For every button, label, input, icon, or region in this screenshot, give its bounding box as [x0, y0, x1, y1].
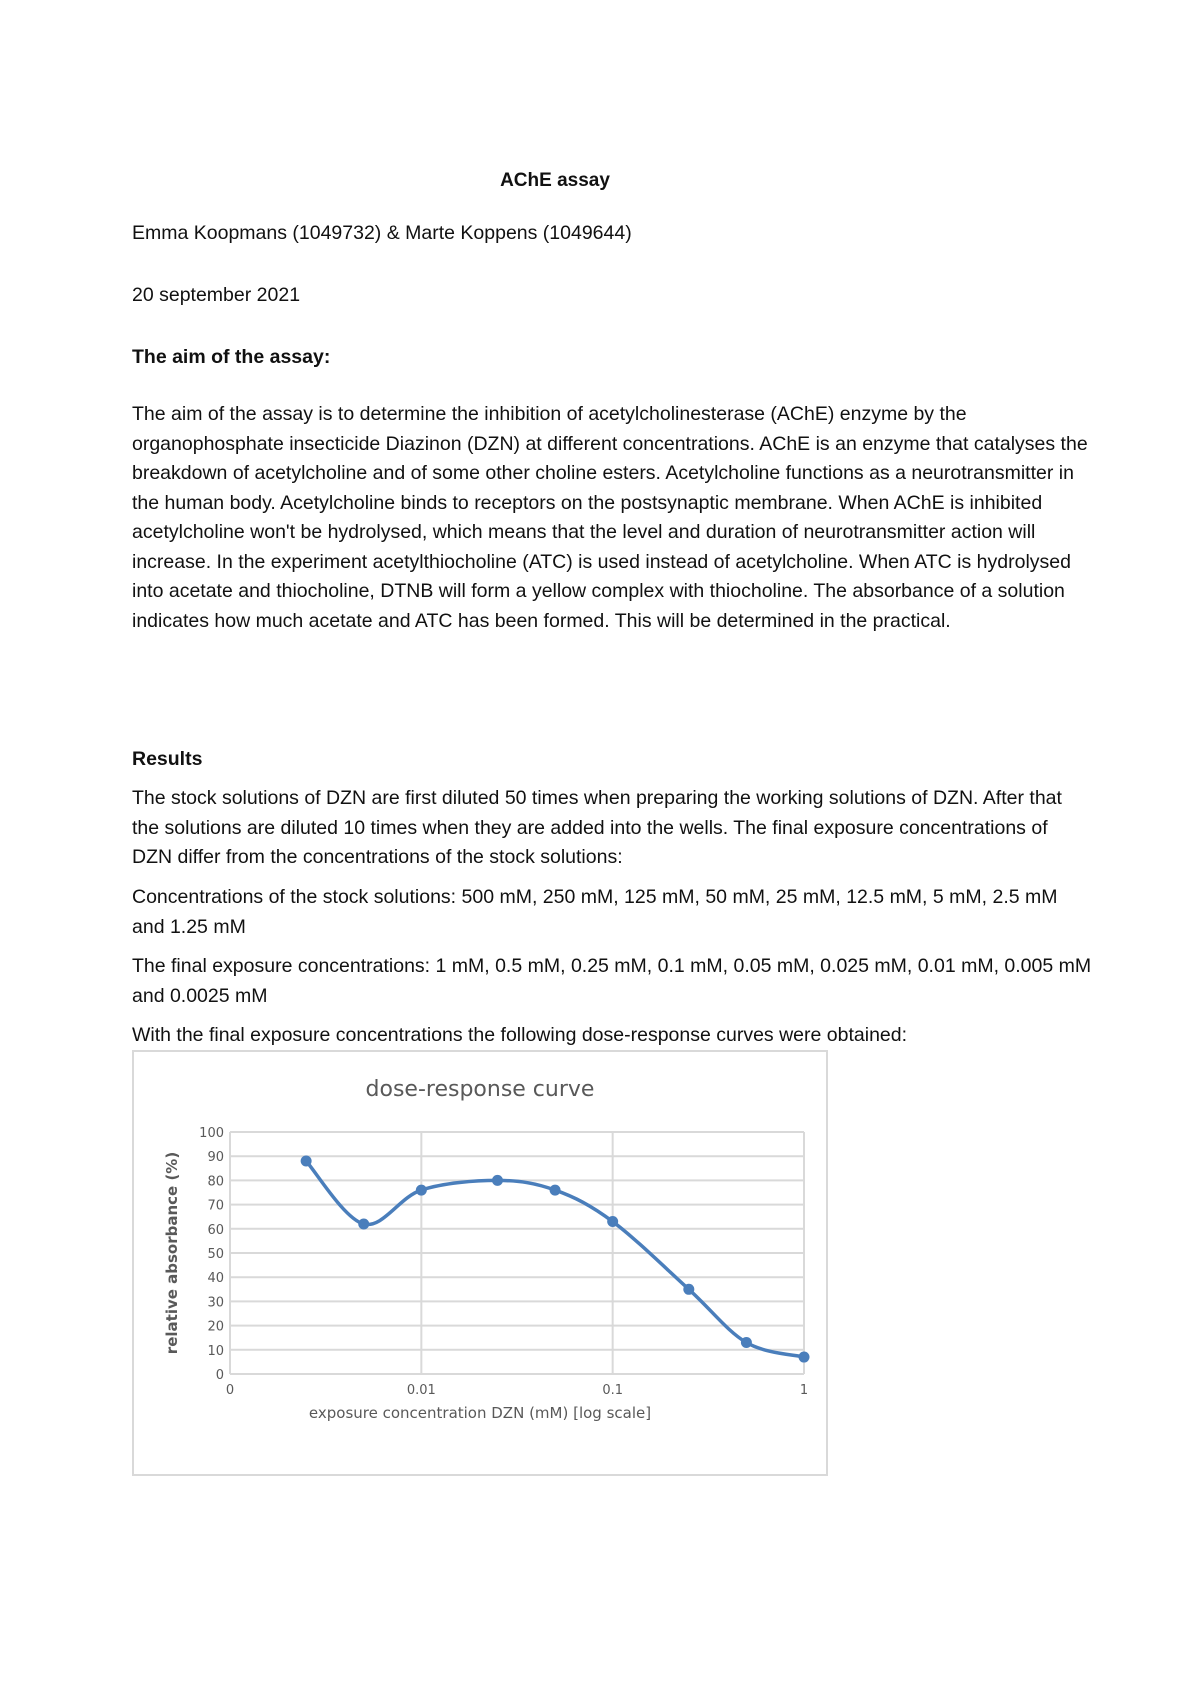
results-heading: Results — [132, 748, 203, 770]
data-point — [741, 1337, 752, 1348]
y-tick-label: 80 — [207, 1174, 224, 1190]
y-tick-label: 90 — [207, 1150, 224, 1166]
y-tick-label: 70 — [207, 1198, 224, 1214]
chart-series — [301, 1156, 810, 1363]
data-point — [358, 1218, 369, 1229]
results-paragraph-2: Concentrations of the stock solutions: 500 mM, 250 mM, 125 mM, 50 mM, 25 mM, 12.5 mM, 5 mM, 2.5 mM and 1.25 mM — [132, 886, 1058, 938]
data-point — [416, 1185, 427, 1196]
chart-tick-labels — [199, 1126, 808, 1398]
chart-title: dose-response curve — [365, 1077, 595, 1102]
y-tick-label: 50 — [207, 1247, 224, 1262]
data-point — [492, 1175, 503, 1186]
authors-line: Emma Koopmans (1049732) & Marte Koppens (1049644) — [132, 222, 632, 244]
chart-gridlines — [230, 1132, 804, 1374]
x-axis-label: exposure concentration DZN (mM) [log scale] — [308, 1404, 652, 1422]
y-tick-label: 60 — [207, 1222, 224, 1238]
date-line: 20 september 2021 — [132, 284, 301, 306]
x-tick-label: 1 — [799, 1383, 809, 1398]
x-tick-label: 0.1 — [602, 1383, 624, 1398]
data-point — [301, 1156, 312, 1167]
y-tick-label: 30 — [207, 1295, 224, 1311]
data-point — [683, 1284, 694, 1295]
data-point — [607, 1216, 618, 1227]
dose-response-chart — [132, 1050, 828, 1476]
data-point — [550, 1185, 561, 1196]
document-title: AChE assay — [500, 170, 610, 191]
y-tick-label: 0 — [215, 1368, 224, 1383]
data-point — [799, 1352, 810, 1363]
y-tick-label: 20 — [207, 1319, 224, 1335]
results-paragraph-4: With the final exposure concentrations the following dose-response curves were obtained: — [132, 1024, 908, 1046]
y-tick-label: 10 — [207, 1343, 224, 1359]
y-tick-label: 100 — [199, 1126, 224, 1141]
x-tick-label: 0 — [225, 1383, 235, 1398]
aim-paragraph: The aim of the assay is to determine the inhibition of acetylcholinesterase (AChE) enzyme by the organophosphate insecticide Diazinon (DZN) at different concentrations. AChE is an enzyme that catalyses the breakdown of acetylcholine and of some other choline esters. Acetylcholine functions as a neurotransmitter in the human body. Acetylcholine binds to receptors on the postsynaptic membrane. When AChE is inhibited acetylcholine won't be hydrolysed, which means that the level and duration of neurotransmitter action will increase. In the experiment acetylthiocholine (ATC) is used instead of acetylcholine. When ATC is hydrolysed into acetate and thiocholine, DTNB will form a yellow complex with thiocholine. The absorbance of a solution indicates how much acetate and ATC has been formed. This will be determined in the practical. — [132, 403, 1088, 632]
results-paragraph-3: The final exposure concentrations: 1 mM, 0.5 mM, 0.25 mM, 0.1 mM, 0.05 mM, 0.025 mM, 0.01 mM, 0.005 mM and 0.0025 mM — [132, 955, 1092, 1007]
chart-svg — [134, 1052, 826, 1474]
aim-heading: The aim of the assay: — [132, 346, 331, 368]
results-paragraph-1: The stock solutions of DZN are first diluted 50 times when preparing the working solutions of DZN. After that the solutions are diluted 10 times when they are added into the wells. The final exposure concentrations of DZN differ from the concentrations of the stock solutions: — [132, 787, 1062, 868]
y-axis-label: relative absorbance (%) — [163, 1151, 181, 1355]
y-tick-label: 40 — [207, 1271, 224, 1287]
x-tick-label: 0.01 — [406, 1383, 436, 1398]
